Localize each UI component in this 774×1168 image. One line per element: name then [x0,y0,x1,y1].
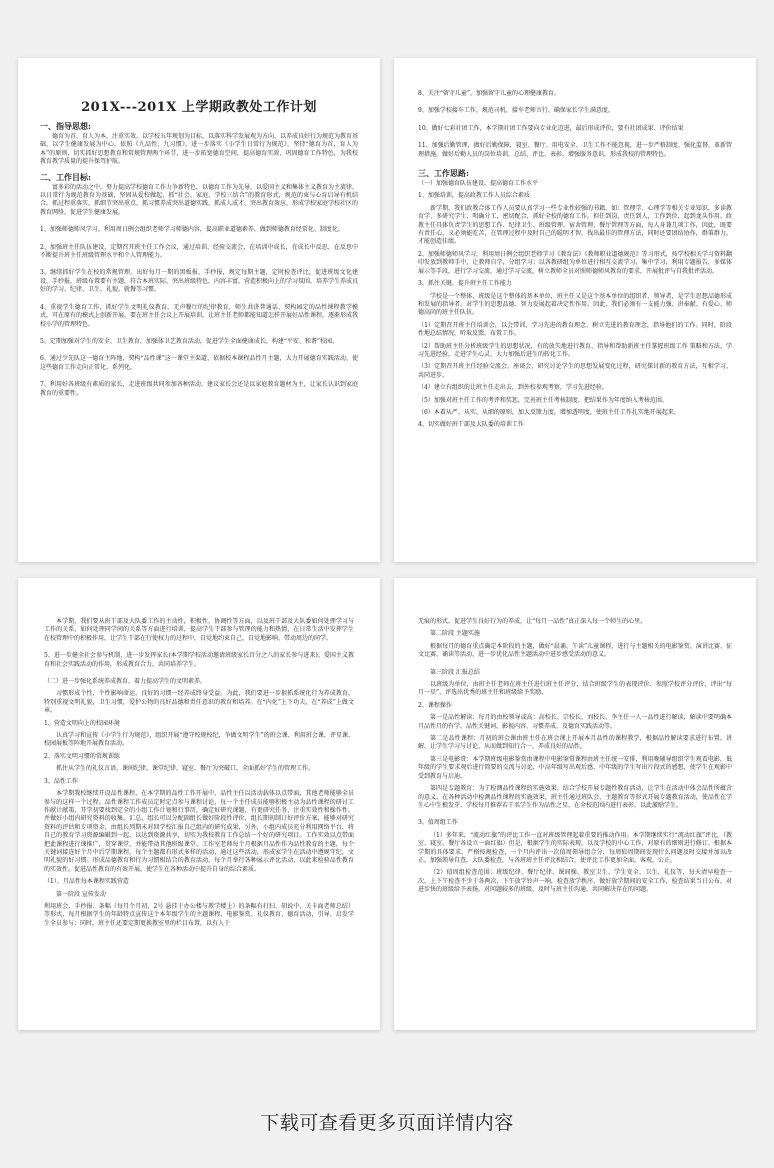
section-heading-guiding-ideology: 一、指导思想: [40,121,91,131]
download-more-caption[interactable]: 下载可查看更多页面详情内容 [260,1112,514,1134]
list-item: （6）本着从严、从实、从细的原则，加大反馈力度，增加透明度，使班主任工作扎实地开展起来。 [418,408,680,416]
paragraph: 以班级为单位，由班主任老师在班主任进行班主任评分，结合班级学生的表现评价、参照学校评分评价，评出“每月一星”，评选出优秀的班主任和班级给予奖励。 [418,681,732,697]
list-item: 4、重视学生德育工作，抓好学生文明礼仪教育、无声餐厅的纪律教育，师生共讲普通话，契构园定的品性课程教学模式，可在原有的模式上创新开展，要在班主任会议上开展培训，让班主任老师都能知道怎样开展好品性课程，逐渐形成我校小学的管理特色。 [40,303,359,328]
paragraph: 本学期我校继续开设品性课程，在本学期的品性工作开展中，品性主任以活动载体以点带面，其他老师能够全员参与的这样一个过程。品性课程工作成员定时定点参与课程讨论，每一个主任成员能够积极主动为品性课程的研讨工作献计献策，开学初要找到定全的小组工作计划和行事历，确定好研究课题，有更研究任务，注重实效性和操作性，并做好小组内研究资料的收集，汇总，组长可以分配副组长做好阶段性评价，组长期初制订好评价方案，能够对研究资料的评估和专项资金，由组长列期末对回学校汇报自己组内的研究成果，另外，小组内成员充分利用网络平台，将自己的教育学习资源编辑到一起，以达到资源共享，切实为我校教育工作总结一个好的研究项目。工作实效以点带面把此课程进行课推广，贯穿课堂，并能带动其他班级课堂。工作室老师每个月根据月品性作为品性教育的主题，每个关键词接连好个月中后学期课程，每个主题都有形式多样的活动，通过这些活动，形成家学生在活动中遵规守纪，文明礼貌的好习惯。形成品德教育和行为习惯相结合的教育活动，每个月举行各种展示评比活动，以此来检验品性教育的实效性，促进品性教育的有效开展，使学生在各种活动中提升自身的综合素质。 [44,790,354,873]
subsection-heading: 第一阶段 宣传发动 [56,890,106,898]
list-item: 2、加强师德师风学习，利用周日例会组织老师学习《教育法》《教师职业道德规范》等习形式，按学校相关学习资料翻印发放到教师手中，让教师自学，分组学习；以各教研组为单位进行相互交流学习，集中学习，利用专题报告，多媒体展示等手段，进行学习交流，通过学习交流，树立教师全员对照师德师风教育的要求，开展批评与自我批评活动。 [418,250,732,275]
paragraph: 抓住从学生的礼仪言语，课间纪律，课堂纪律，寝室，餐厅为突破口，全面抓好学生的管理工作。 [56,765,315,773]
list-item: 3、抓住关键，提升班主任工作能力 [418,280,512,288]
subsection-heading: 第二阶段 主题实施 [430,630,480,638]
list-item: 9、加强学校接车工作，规范司机，接车老师言行，确保家长学生满意度。 [418,107,614,115]
paragraph: 习惯形成个性，个性影响命运。良好的习惯一经养成终身受益。为此，我们要进一步狠抓系统化行为养成教育，特别重视文明礼貌，卫生习惯，爱护公物的良好品德和责任意识的教育和培养。在“内化”上下功夫，在“养成”上做文章。 [44,690,354,715]
list-item: 1、加强师德师风学习，利用周日例会组织老师学习师德内容，提高职业道德素养，做到师德教育经常化、制度化。 [40,226,344,234]
list-item: 8、关注“留守儿童”，加强留守儿童的心理健康教育。 [418,90,560,97]
paragraph: （2）值周组检查范围：班级纪律、餐厅纪律、课间操、教室卫生、学生安全、卫生、礼仪等，每天清早检查一次，上下午检查不少于各两次，下午放学铃声一响，检查放学秩序，做好放学期间的安全工作，检查结果当日公布，对进步快的班级给予表扬，对问题较多的班级，及时与班主任沟通，共同解决存在的问题。 [418,869,732,894]
document-page-4 [394,578,756,1030]
list-item: 3、品性工作 [44,777,78,785]
list-item: 2、课程操作 [418,701,452,709]
document-title: 201X---201X 上学期政教处工作计划 [81,100,317,115]
paragraph: 第二是品性课程：月初的班会课由班主任在班会课上开展本月品性的课程教学，根据品性解读要求进行布置。讲解，让学生学习与讨论，从而做到知行合一，养成良好的品性。 [418,735,732,751]
paragraph: 无痕的形式，促进学生良好行为的养成，让“每月一品性”真正深入每一个师生的心里。 [418,618,647,625]
list-item: （一）加强德育队伍建设，提高德育工作水平 [418,180,539,188]
list-item: 2、落实文明习惯的常规训练 [44,752,120,760]
paragraph: 学校是一个整体，班级是这个整体的基本单位，班主任又是这个基本单位的组织者、领导者，是学生思想品德形成和发展的指导者。对学生的思想品德、智力发展起着决定性作用，因此，我们必须有一支能力强、讲奉献、有爱心、师德高尚的班主任队伍。 [418,292,732,317]
list-item: （1）定期召开班主任培训会，以会带训，学习先进的教育理念，树立先进的教育理念，指导他们的工作。同时，阶段性地总结情况，听取反馈，布置工作。 [418,321,732,338]
list-item: （4）建立有组织的让班主任走出去，到外校参观考察，学习先进经验。 [418,384,608,392]
list-item: 1、营造文明向上的校园环境 [44,719,120,727]
document-page-3 [18,578,380,1030]
paragraph: 本学期，我们要从班干部及大队委工作的主动性，积极性，协调性等方面，以及班干部及大队委如何处理学习与工作的关系，如何处理同学间的关系等方面进行培训，提高学生干部参与管理的能力和热情，在日常生活中发挥学生在校管理中的积极作用，让学生干部在行使权力的过程中，自觉地约束自己，自觉地影响、带动周边的同学。 [44,618,354,642]
list-item: 5、进一步健全社会参与机制，进一步发挥家长(本学期学校活动邀请班级家长百分之八的家长参与进来)、爱国主义教育和社会实践活动的作用，形成教育合力，共同培养学生。 [44,652,354,668]
list-item: 6、通过少先队这一德育主阵地，契构“品性课”这一课堂主渠道，依据校本课程品性月主题，大力开展德育实践活动，使这些德育工作走向正常化、系列化。 [40,355,358,371]
list-item: 3、值周组工作 [418,819,458,827]
list-item: （5）加强对班主任工作的考评和奖惩，完善班主任考核制度，把结果作为年度纳入考核范围。 [418,396,668,404]
section-heading-work-goals: 二、工作目标: [40,171,91,182]
paragraph: 认真学习和宣传《小学生行为规范》，组织开展“遵守校规校纪，争做文明学生”的班会课，利用班会课，评星课、校园展板等阵地开展教育活动。 [44,732,354,748]
paragraph: 德育为首，育人为本，注重实效。以学校五年规划为目标，以落实科学发展观为方向，以养成良好行为规范为教育基础，以学生健康发展为中心，依照《九品性、九习惯》，进一步落实《小学生日常行为规范》，坚持“德育为首，育人为本”的原则，切实抓好思想教育和常规管理两个环节，进一步拓宽德育空间，提高德育实效，巩固德育工作特色，为我校教育教学质量的提升保驾护航。 [40,133,359,166]
list-item: （3）定期召开班主任经验交流会、座谈会，研究讨论学生的思想发展变化过程，研究探讨新的教育方法，互相学习，共同进步。 [418,363,732,379]
subsection-heading: 第三阶段 汇报总结 [430,668,480,676]
list-item: （1）、月品性每本课程实践营造 [44,878,129,886]
list-item: 1、加强培训，提高政教工作人员综合素质 [418,192,530,200]
list-item: 11、加强后勤管理，做好后勤保障，寝室、餐厅、用电安全、卫生工作不能忽视，进一步严格制度，强化监督，革新管理措施，做好后勤人员的岗位培训，总结、评比、表彰，增强服务意识，形成我校的管理特色。 [418,142,732,158]
document-page-1 [18,58,380,562]
section-heading-work-approach: 三、工作思路: [418,168,469,179]
document-page-2 [394,58,756,562]
paragraph: （1）多年来，“流动红旗”的评比工作一直对班级管理起着重要的推动作用。本学期继续实行“流动红旗”评比，（教室、寝室、餐厅各设立一面红旗）但是，根据学生的实际表现，以及学校的中心工作，对原有的细则进行修订。根据本学期的具体要求，严格按规检查，一个月内评出一次值周领导组合分，每周值周期间发现什么问题及时交接并加以改正，加强领导自查，大队委检查，与各班班主任评比相结合，使评比工作更加全面，客观，公正。 [418,831,732,864]
paragraph: 利用班会、手抄报、条幅（每月个月初、2号 悬挂于办公楼与教学楼上）的条幅有打扫、胡说中，关卡面老师总结）等形式，每月根据学生的年龄特点宣传这个本年级学生的主题课程、电影鉴赏、礼仪教育、德育活动，引导、启发学生全员参与；同时，班主任还要定期更换教室里的栏目布置，以有人于 [44,902,354,927]
paragraph: 根据每月的德育重点确定本阶段的主题，做好“晨诵、午读”儿童课程，进行与主题相关的电影鉴赏、演讲比赛、征文比赛、诵读等活动，进一步优化品性主题活动中进步感受活动的意义。 [418,642,732,659]
paragraph: 富多彩的活动之中，努力提高学校德育工作力争新特色，以德育工作为先导，以爱国主义和集体主义教育为主旋律，以日常行为规范教育为基础，坚固从爱校做起，抓“社会、家庭、学校三结合”的教育形式，规范的束与心育启导有机结合。抓过程重落实，抓细节突出重点，抓习惯养成突出道德实践，抓成人成才，突出教育效应，形成学校家庭学校社区的教育网络，促进学生健康发展。 [40,183,359,216]
list-item: 4、切实做好班干部及大队委的培训工作 [418,421,524,429]
list-item: 5、定期加强对学生的安全、卫生教育，加强体卫艺教育活动，促进学生全面健康成长，构建“平安、和谐”校园。 [40,337,338,345]
paragraph: 第一是品性解读：每月的由校领导或高：高校长、宗校长、刘校长、李主任一人一品性进行解读，解读中要明确本月品性月的有学、品性关键词，影视内容、习惯养成、及德育实践活动等。 [418,714,732,730]
list-item: 3、继续抓好学生在校的常规管理。出好每月一期的黑板报、手抄报，规定每期主题，定时检查评比，促进班级文化建设，手抄报，班级布置要有主题，符合本班实际，突出班级特色，内容丰富，营造积极向上的学习氛围。培养学生养成良好的学习、纪律、卫生、礼貌、就餐等习惯。 [40,269,359,294]
paragraph: 第三是电影赏：本学期班级电影鉴赏由课程中电影鉴赏课程由班主任统一安排，利用晚辅导组织学生观看电影，低年级的学生要求观后进行简要的交流与讨论，中高年级写出观后感，中年级的学生写出片段式的感想，使学生在观影中受到教育与启迪。 [418,755,732,780]
list-item: 7、利用好各班级有素质的家长，走进班级共同参加各种活动，建议家长会还是以家庭教育题材为主，让家长认识到家庭教育的重要性。 [40,381,358,397]
paragraph: 第四是专题教育：为了检测品性课程的实施效果，结合学校开展专题性教育活动，让学生在活动中体会品性所蕴含的意义，在各种活动中检测品性课程的实施效果，班主任通过班队会、主题教育等形式开展专题教育活动，使品性在学生心中生根发芽。学校每月推荐若干名学生作为品性之星，在全校范围内进行表彰，以此激励学生。 [418,785,732,809]
list-item: （二）进一步强化系统养成教育，着力提高学生的文明素养。 [44,678,207,686]
paragraph: 新学期，我们政教合体工作人员要认真学习一些专业性较强的书籍，如：管理学、心理学等相关专业知识，多读教育学、多研究学生，明确分工，密切配合，抓好全校的德育工作。担任到岗，责任到人，工作到位，起到龙头作用。政教主任具体负责学生的思想工作、纪律卫生、班级管理、宿舍管理、餐厅管理等方面，每人身兼几项工作，因此，既要有责任心，又必须能吃苦，在管理过程中及时自己的聪明才智，找出最佳的管理方法，同时还要团结协作，群策群力，才能创造佳绩。 [418,204,732,246]
list-item: 10、做好七彩社团工作，本学期社团工作要向专业化迈进，最后形成评价，要有社团成果、评价结果 [418,124,684,132]
list-item: 2、加强班主任队伍建设，定期召开班主任工作会议，通过培训、经验交流会，在培训中成长，在成长中反思，在反思中不断提升班主任班级管理水平和个人管理能力。 [40,243,358,260]
list-item: （2）帮助班主任分析班级学生的思想状况，有的放矢地进行教育，指导和帮助新班主任掌握班级工作 策略和方法，学习先进经验，走进学生心灵，大力加强后进生的转化工作。 [418,342,732,358]
